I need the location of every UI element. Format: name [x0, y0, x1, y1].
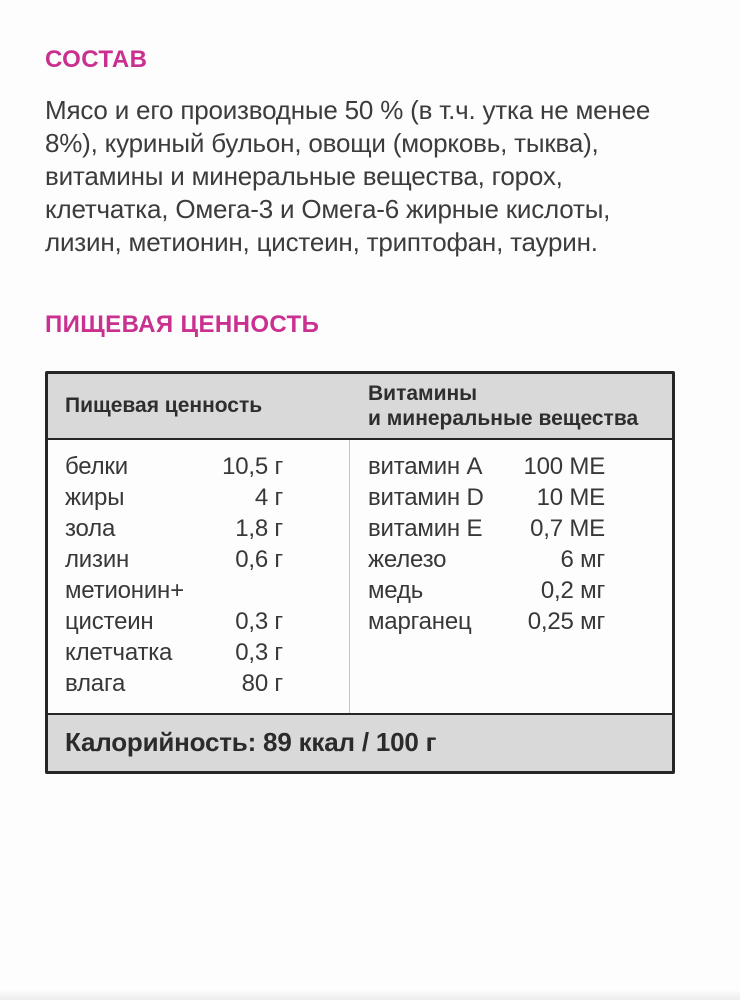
vitamin-value: 10 МЕ	[536, 484, 605, 511]
col-header-vitamins-line2: и минеральные вещества	[368, 407, 639, 430]
vitamin-value: 0,25 мг	[527, 608, 605, 635]
table-row	[368, 513, 605, 544]
table-row	[65, 451, 283, 482]
nutrient-label: белки	[65, 453, 128, 480]
nutrient-label: лизин	[65, 546, 130, 573]
vitamins-column	[350, 440, 672, 713]
table-row	[65, 606, 283, 637]
table-row	[368, 544, 605, 575]
table-row	[368, 575, 605, 606]
nutrient-label: влага	[65, 670, 126, 697]
nutrient-label: жиры	[65, 484, 125, 511]
nutrient-value: 1,8 г	[235, 515, 283, 542]
table-row	[368, 482, 605, 513]
vitamin-value: 0,2 мг	[540, 577, 605, 604]
vitamin-label: витамин E	[368, 515, 483, 542]
table-row	[368, 606, 605, 637]
col-header-vitamins	[350, 374, 672, 438]
nutrient-value: 80 г	[241, 670, 283, 697]
nutrient-label: зола	[65, 515, 116, 542]
table-row	[65, 513, 283, 544]
nutrition-values-column	[48, 440, 350, 713]
vitamin-label: медь	[368, 577, 424, 604]
col-header-vitamins-line1: Витамины	[368, 382, 478, 405]
composition-text: Мясо и его производные 50 % (в т.ч. утка не менее 8%), куриный бульон, овощи (морковь, тыква), витамины и минеральные вещества, горох, клетчатка, Омега-3 и Омега-6 жирные кислоты, лизин, метионин, цистеин, триптофан, таурин.	[45, 95, 651, 257]
vitamin-label: витамин D	[368, 484, 484, 511]
nutrition-table-header	[48, 374, 672, 440]
nutrition-table	[45, 371, 675, 774]
table-row	[65, 668, 283, 699]
nutrition-table-body	[48, 440, 672, 713]
table-row	[65, 575, 283, 606]
nutrient-value: 0,3 г	[235, 639, 283, 666]
table-row	[65, 482, 283, 513]
vitamin-label: марганец	[368, 608, 472, 635]
vitamin-label: железо	[368, 546, 447, 573]
vitamin-label: витамин A	[368, 453, 483, 480]
nutrient-label: цистеин	[65, 608, 154, 635]
nutrient-value: 4 г	[254, 484, 283, 511]
calories-text: Калорийность: 89 ккал / 100 г	[65, 727, 437, 757]
nutrient-value: 0,3 г	[235, 608, 283, 635]
composition-heading: СОСТАВ	[45, 46, 148, 73]
calories-row	[48, 713, 672, 771]
vitamin-value: 6 мг	[560, 546, 605, 573]
table-row	[65, 544, 283, 575]
vitamin-value: 0,7 МЕ	[530, 515, 605, 542]
nutrition-heading: ПИЩЕВАЯ ЦЕННОСТЬ	[45, 311, 320, 338]
nutrient-label: клетчатка	[65, 639, 173, 666]
vitamin-value: 100 МЕ	[523, 453, 605, 480]
table-row	[368, 451, 605, 482]
nutrient-label: метионин+	[65, 577, 184, 604]
col-header-nutrition: Пищевая ценность	[65, 394, 263, 417]
table-row	[65, 637, 283, 668]
nutrient-value: 0,6 г	[235, 546, 283, 573]
page-bottom-edge	[0, 990, 740, 1000]
nutrient-value: 10,5 г	[222, 453, 283, 480]
